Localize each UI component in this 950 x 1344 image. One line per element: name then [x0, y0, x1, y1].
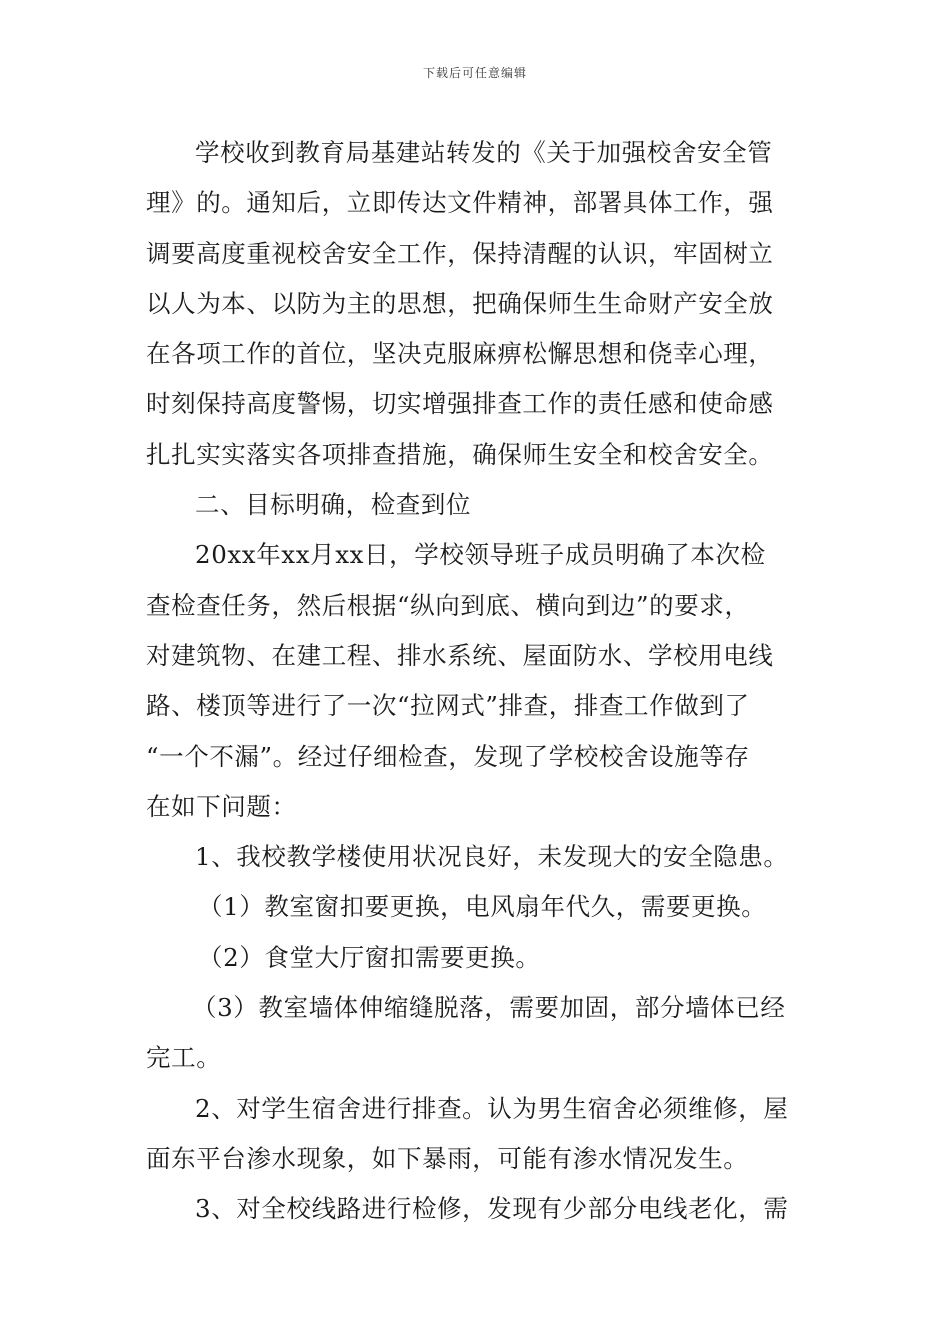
list-subitem: （1）教室窗扣要更换，电风扇年代久，需要更换。 — [198, 892, 767, 922]
list-item: 2、对学生宿舍进行排查。认为男生宿舍必须维修，屋 — [195, 1093, 789, 1123]
document-body — [146, 128, 808, 1235]
text-line: 时刻保持高度警惕，切实增强排查工作的责任感和使命感 — [146, 389, 774, 419]
text-line: 20xx年xx月xx日，学校领导班子成员明确了本次检 — [195, 540, 766, 570]
text-line: 扎扎实实落实各项排查措施，确保师生安全和校舍安全。 — [146, 439, 774, 469]
text-line: 路、楼顶等进行了一次“拉网式”排查，排查工作做到了 — [146, 691, 750, 721]
text-line: 查检查任务，然后根据“纵向到底、横向到边”的要求， — [146, 590, 750, 620]
list-item: 3、对全校线路进行检修，发现有少部分电线老化，需 — [195, 1194, 789, 1224]
text-line: 对建筑物、在建工程、排水系统、屋面防水、学校用电线 — [146, 640, 774, 670]
text-line: “一个不漏”。经过仔细检查，发现了学校校舍设施等存 — [146, 741, 750, 771]
text-line: 在如下问题： — [146, 791, 297, 821]
text-line: 以人为本、以防为主的思想，把确保师生生命财产安全放 — [146, 288, 774, 318]
section-heading: 二、目标明确，检查到位 — [195, 490, 472, 520]
list-subitem: （3）教室墙体伸缩缝脱落，需要加固，部分墙体已经 — [192, 993, 786, 1023]
text-line: 在各项工作的首位，坚决克服麻痹松懈思想和侥幸心理， — [146, 339, 774, 369]
text-line: 面东平台渗水现象，如下暴雨，可能有渗水情况发生。 — [146, 1143, 749, 1173]
list-subitem: （2）食堂大厅窗扣需要更换。 — [198, 942, 541, 972]
text-line: 学校收到教育局基建站转发的《关于加强校舍安全管 — [195, 138, 773, 167]
text-line: 理》的。通知后，立即传达文件精神，部署具体工作，强 — [146, 188, 774, 218]
header-note: 下载后可任意编辑 — [422, 66, 527, 80]
list-item: 1、我校教学楼使用状况良好，未发现大的安全隐患。 — [195, 842, 789, 872]
text-line: 完工。 — [146, 1043, 222, 1073]
text-line: 调要高度重视校舍安全工作，保持清醒的认识，牢固树立 — [146, 238, 774, 268]
